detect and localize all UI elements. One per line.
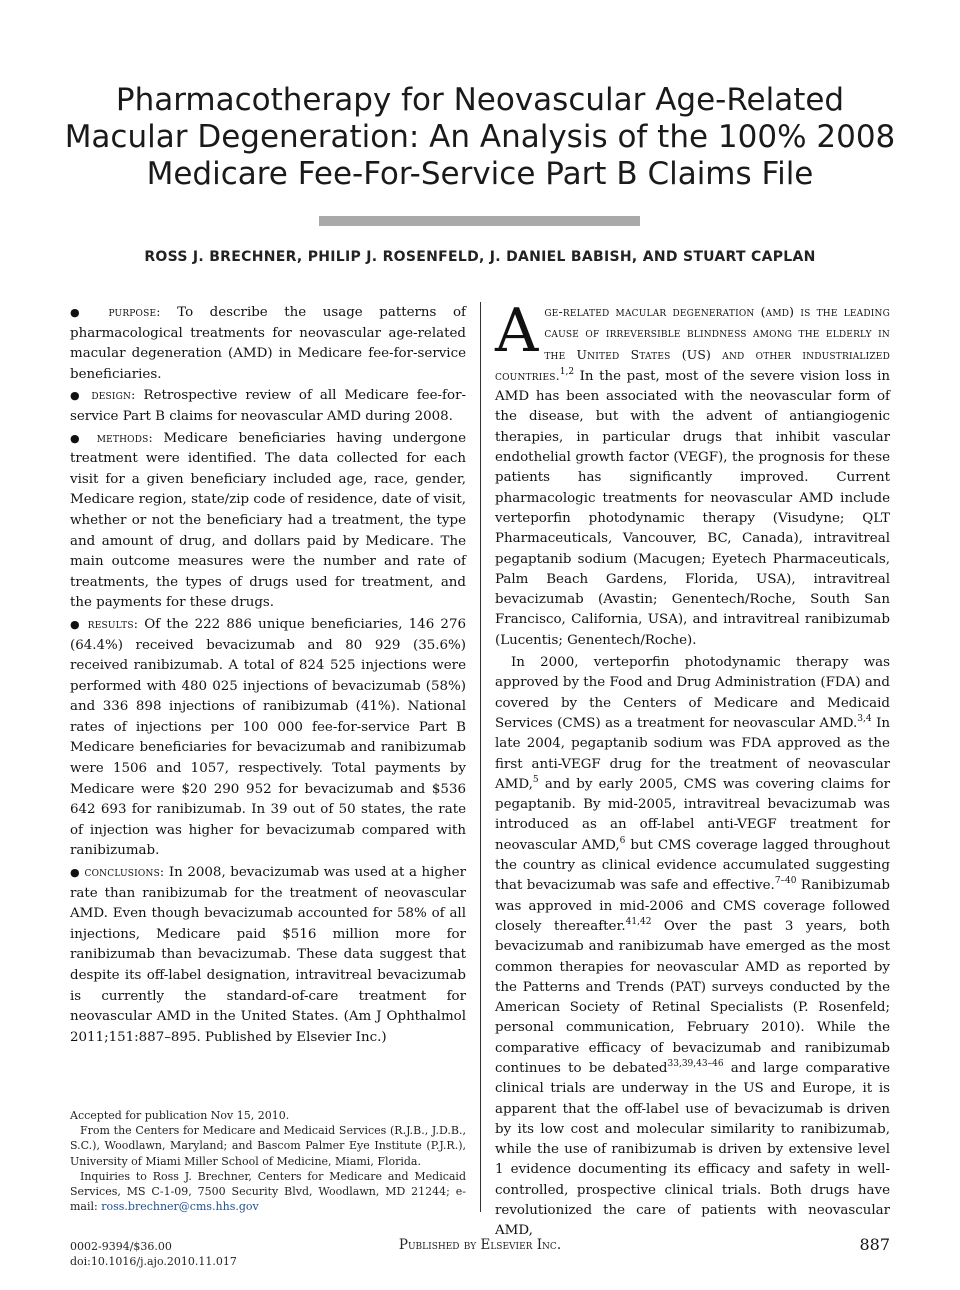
- doi-link[interactable]: doi:10.1016/j.ajo.2010.11.017: [70, 1255, 237, 1268]
- abstract-results: [70, 614, 466, 862]
- bullet-icon: ●: [70, 306, 92, 319]
- body-text: In the past, most of the severe vision loss in AMD has been associated with the neovascular form of the disease, but with the advent of antiangiogenic therapies, in particular drugs that inhibit vascular endothelial growth factor (VEGF), the prognosis for these patients has significantly improved. Current pharmacologic treatments for neovascular AMD include verteporfin photodynamic therapy (Visudyne; QLT Pharmaceuticals, Vancouver, BC, Canada), intravitreal pegaptanib sodium (Macugen; Eyetech Pharmaceuticals, Palm Beach Gardens, Florida, USA), intravitreal bevacizumab (Avastin; Genentech/Roche, South San Francisco, California, USA), and intravitreal ranibizumab (Lucentis; Genentech/Roche).: [495, 368, 890, 648]
- title-rule: [319, 216, 640, 226]
- drop-cap: A: [495, 296, 539, 366]
- lead-in: ge-related macular degeneration (amd) is the leading cause of irreversible blindness among the elderly in the United States (US) and other industrialized countries.: [495, 304, 890, 383]
- body-text: Over the past 3 years, both bevacizumab and ranibizumab have emerged as the most common therapies for neovascular AMD as reported by the Patterns and Trends (PAT) surveys conducted by the American Society of Retinal Specialists (P. Rosenfeld; personal communication, February 2010). While the comparative efficacy of bevacizumab and ranibizumab continues to be debated: [495, 918, 891, 1076]
- reference-link[interactable]: 6: [619, 835, 626, 846]
- abstract-design: [70, 385, 466, 427]
- section-label: results:: [87, 615, 139, 631]
- column-divider: [480, 302, 481, 1212]
- inquiries-text: Inquiries to Ross J. Brechner, Centers for Medicare and Medicaid Services, MS C-1-09, 7500 Security Blvd, Woodlawn, MD 21244; e-mail:: [70, 1169, 466, 1214]
- reference-link[interactable]: 7–40: [774, 876, 797, 887]
- section-label: purpose:: [108, 304, 161, 319]
- body-paragraph: [495, 653, 890, 1242]
- issn-price: 0002-9394/$36.00: [70, 1240, 172, 1253]
- abstract-purpose: [70, 302, 466, 385]
- footnotes: [70, 1108, 466, 1214]
- abstract-text: Retrospective review of all Medicare fee-for-service Part B claims for neovascular AMD during 2008.: [70, 388, 467, 424]
- article-title: Pharmacotherapy for Neovascular Age-Related Macular Degeneration: An Analysis of the 100% 2008 Medicare Fee-For-Service Part B Claims File: [64, 82, 896, 192]
- body-text: and by early 2005, CMS was covering claims for pegaptanib. By mid-2005, intravitreal bevacizumab was introduced as an off-label anti-VEGF treatment for neovascular AMD,: [495, 776, 890, 853]
- body-text: In 2000, verteporfin photodynamic therapy was approved by the Food and Drug Administration (FDA) and covered by the Centers of Medicare and Medicaid Services (CMS) as a treatment for neovascular AMD.: [495, 655, 890, 731]
- bullet-icon: ●: [70, 389, 84, 403]
- section-label: design:: [91, 387, 136, 403]
- bullet-icon: ●: [70, 617, 82, 631]
- abstract-conclusions: [70, 862, 466, 1048]
- abstract-text: To describe the usage patterns of pharmacological treatments for neovascular age-related macular degeneration (AMD) in Medicare fee-for-service beneficiaries.: [70, 305, 466, 382]
- reference-link[interactable]: 3,4: [857, 713, 872, 724]
- bullet-icon: ●: [70, 866, 80, 880]
- author-list: ROSS J. BRECHNER, PHILIP J. ROSENFELD, J. DANIEL BABISH, AND STUART CAPLAN: [144, 249, 816, 265]
- body-column: [495, 296, 891, 1242]
- bullet-icon: ●: [70, 431, 87, 445]
- email-link[interactable]: ross.brechner@cms.hhs.gov: [101, 1200, 259, 1214]
- citation: (Am J Ophthalmol 2011;151:887–895. Published by Elsevier Inc.): [70, 1009, 467, 1045]
- body-text: In late 2004, pegaptanib sodium was FDA approved as the first anti-VEGF drug for the treatment of neovascular AMD,: [495, 715, 890, 792]
- publisher-line: Published by Elsevier Inc.: [398, 1237, 562, 1253]
- page-number: 887: [859, 1235, 890, 1254]
- reference-link[interactable]: 33,39,43–46: [667, 1058, 724, 1069]
- affiliations: From the Centers for Medicare and Medicaid Services (R.J.B., J.D.B., S.C.), Woodlawn, Maryland; and Bascom Palmer Eye Institute (P.J.R.), University of Miami Miller School of Medicine, Miami, Florida.: [70, 1124, 466, 1168]
- section-label: methods:: [96, 429, 153, 445]
- body-text: Ranibizumab was approved in mid-2006 and CMS coverage followed closely thereafter.: [495, 878, 890, 934]
- abstract-text: In 2008, bevacizumab was used at a higher rate than ranibizumab for the treatment of neovascular AMD. Even though bevacizumab accounted for 58% of all injections, Medicare paid $516 million more for ranibizumab than bevacizumab. These data suggest that despite its off-label designation, intravitreal bevacizumab is currently the standard-of-care treatment for neovascular AMD in the United States.: [70, 865, 466, 1025]
- reference-link[interactable]: 41,42: [625, 916, 652, 927]
- body-paragraph: [495, 296, 890, 651]
- abstract-text: Of the 222 886 unique beneficiaries, 146 276 (64.4%) received bevacizumab and 80 929 (35.6%) received ranibizumab. A total of 824 525 injections were performed with 480 025 injections of bevacizumab (58%) and 336 898 injections of ranibizumab (41%). National rates of injections per 100 000 fee-for-service Part B Medicare beneficiaries for bevacizumab and ranibizumab were 1506 and 1057, respectively. Total payments by Medicare were $20 290 952 for bevacizumab and $536 642 693 for ranibizumab. In 39 out of 50 states, the rate of injection was higher for bevacizumab compared with ranibizumab.: [70, 616, 466, 859]
- body-text: and large comparative clinical trials are underway in the US and Europe, it is apparent that the off-label use of bevacizumab is driven by its low cost and molecular similarity to ranibizumab, while the use of ranibizumab is driven by extensive level 1 evidence documenting its efficacy and safety in well-controlled, prospective clinical trials. Both drugs have revolutionized the care of patients with neovascular AMD,: [495, 1060, 890, 1239]
- footer-identifiers: [70, 1239, 370, 1269]
- abstract-methods: [70, 428, 466, 614]
- accepted-date: Accepted for publication Nov 15, 2010.: [70, 1109, 290, 1122]
- abstract-text: Medicare beneficiaries having undergone treatment were identified. The data collected for each visit for a given beneficiary included age, race, gender, Medicare region, state/zip code of residence, date of visit, whether or not the beneficiary had a treatment, the type and amount of drug, and dollars paid by Medicare. The main outcome measures were the number and rate of treatments, the types of drugs used for treatment, and the payments for these drugs.: [70, 430, 466, 611]
- body-text: but CMS coverage lagged throughout the country as clinical evidence accumulated suggesting that bevacizumab was safe and effective.: [495, 837, 891, 894]
- reference-link[interactable]: 1,2: [559, 366, 575, 377]
- abstract: [70, 302, 466, 1048]
- correspondence: [70, 1169, 466, 1215]
- section-label: conclusions:: [84, 864, 165, 880]
- reference-link[interactable]: 5: [532, 774, 539, 785]
